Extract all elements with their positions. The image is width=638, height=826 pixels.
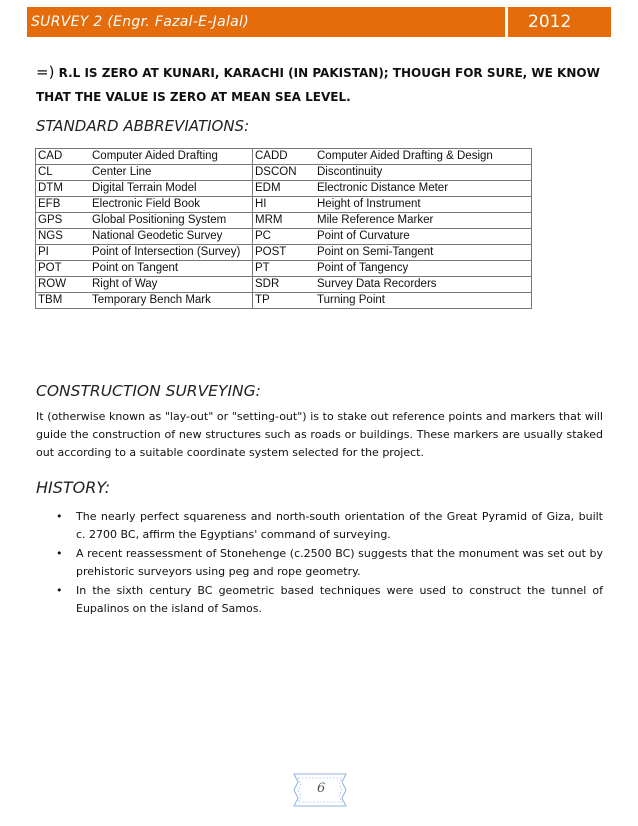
abbr-code: PT bbox=[255, 262, 270, 274]
table-row bbox=[36, 181, 532, 197]
page-header bbox=[27, 7, 611, 37]
right-entry bbox=[253, 261, 532, 277]
abbr-code: TBM bbox=[38, 294, 63, 306]
left-entry bbox=[36, 229, 253, 245]
table-row bbox=[36, 229, 532, 245]
abbr-code: EDM bbox=[255, 182, 281, 194]
abbr-description: Point of Curvature bbox=[317, 230, 410, 242]
right-entry bbox=[253, 197, 532, 213]
header-title: SURVEY 2 (Engr. Fazal-E-Jalal) bbox=[27, 7, 505, 37]
abbr-description: Point of Tangency bbox=[317, 262, 409, 274]
abbr-description: Temporary Bench Mark bbox=[92, 294, 211, 306]
abbr-description: Height of Instrument bbox=[317, 198, 421, 210]
abbr-description: Right of Way bbox=[92, 278, 158, 290]
history-item-text: The nearly perfect squareness and north-south orientation of the Great Pyramid of Giza, built c. 2700 BC, affirm the Egyptians' command of surveying. bbox=[76, 510, 603, 541]
history-item-text: In the sixth century BC geometric based techniques were used to construct the tunnel of Eupalinos on the island of Samos. bbox=[76, 584, 603, 615]
right-entry bbox=[253, 277, 532, 293]
abbr-description: Center Line bbox=[92, 166, 152, 178]
abbr-code: CADD bbox=[255, 150, 288, 162]
left-entry bbox=[36, 245, 253, 261]
history-heading: HISTORY: bbox=[36, 478, 111, 497]
abbr-code: CAD bbox=[38, 150, 63, 162]
abbr-code: NGS bbox=[38, 230, 63, 242]
left-entry bbox=[36, 197, 253, 213]
abbr-description: Turning Point bbox=[317, 294, 385, 306]
abbr-description: Digital Terrain Model bbox=[92, 182, 197, 194]
abbreviations-table bbox=[35, 148, 532, 309]
left-entry bbox=[36, 277, 253, 293]
page-number: 6 bbox=[317, 781, 326, 796]
table-row bbox=[36, 197, 532, 213]
page-number-badge bbox=[290, 772, 350, 808]
abbr-code: SDR bbox=[255, 278, 280, 290]
list-item bbox=[56, 508, 603, 544]
list-item bbox=[56, 582, 603, 618]
right-entry bbox=[253, 165, 532, 181]
abbreviations-heading: STANDARD ABBREVIATIONS: bbox=[36, 117, 250, 135]
abbr-code: EFB bbox=[38, 198, 61, 210]
bullet-icon: • bbox=[56, 584, 63, 597]
table-row bbox=[36, 149, 532, 165]
right-entry bbox=[253, 245, 532, 261]
right-entry bbox=[253, 181, 532, 197]
right-entry bbox=[253, 149, 532, 165]
abbr-code: PC bbox=[255, 230, 271, 242]
history-item-text: A recent reassessment of Stonehenge (c.2500 BC) suggests that the monument was set out by prehistoric surveyors using peg and rope geometry. bbox=[76, 547, 603, 578]
table-row bbox=[36, 293, 532, 309]
left-entry bbox=[36, 181, 253, 197]
table-row bbox=[36, 245, 532, 261]
abbr-description: Discontinuity bbox=[317, 166, 383, 178]
abbr-description: Point on Semi-Tangent bbox=[317, 246, 434, 258]
bullet-icon: • bbox=[56, 547, 63, 560]
abbr-description: Global Positioning System bbox=[92, 214, 227, 226]
list-item bbox=[56, 545, 603, 581]
arrow-symbol: =) bbox=[36, 63, 55, 81]
right-entry bbox=[253, 213, 532, 229]
abbr-description: National Geodetic Survey bbox=[92, 230, 223, 242]
table-row bbox=[36, 213, 532, 229]
abbr-description: Computer Aided Drafting & Design bbox=[317, 150, 493, 162]
intro-statement bbox=[36, 60, 606, 109]
abbr-code: POST bbox=[255, 246, 287, 258]
abbr-description: Computer Aided Drafting bbox=[92, 150, 218, 162]
left-entry bbox=[36, 293, 253, 309]
abbr-code: PI bbox=[38, 246, 49, 258]
abbr-code: POT bbox=[38, 262, 62, 274]
table-row bbox=[36, 261, 532, 277]
construction-paragraph: It (otherwise known as "lay-out" or "setting-out") is to stake out reference points and markers that will guide the construction of new structures such as roads or buildings. These markers are usually staked out according to a suitable coordinate system selected for the project. bbox=[36, 410, 603, 459]
history-list bbox=[56, 508, 603, 619]
right-entry bbox=[253, 293, 532, 309]
abbr-description: Electronic Distance Meter bbox=[317, 182, 449, 194]
table-row bbox=[36, 277, 532, 293]
abbr-description: Mile Reference Marker bbox=[317, 214, 434, 226]
left-entry bbox=[36, 149, 253, 165]
left-entry bbox=[36, 213, 253, 229]
abbr-code: CL bbox=[38, 166, 53, 178]
abbr-code: GPS bbox=[38, 214, 63, 226]
abbr-code: MRM bbox=[255, 214, 283, 226]
abbr-description: Electronic Field Book bbox=[92, 198, 201, 210]
left-entry bbox=[36, 165, 253, 181]
header-year: 2012 bbox=[508, 7, 611, 37]
left-entry bbox=[36, 261, 253, 277]
abbr-code: HI bbox=[255, 198, 267, 210]
table-row bbox=[36, 165, 532, 181]
abbr-description: Point of Intersection (Survey) bbox=[92, 246, 241, 258]
right-entry bbox=[253, 229, 532, 245]
abbr-description: Survey Data Recorders bbox=[317, 278, 437, 290]
abbr-description: Point on Tangent bbox=[92, 262, 179, 274]
abbr-code: TP bbox=[255, 294, 270, 306]
abbr-code: DSCON bbox=[255, 166, 297, 178]
intro-text: R.L IS ZERO AT KUNARI, KARACHI (IN PAKISTAN); THOUGH FOR SURE, WE KNOW THAT THE VALUE IS ZERO AT MEAN SEA LEVEL. bbox=[36, 66, 600, 104]
construction-heading: CONSTRUCTION SURVEYING: bbox=[36, 382, 261, 400]
bullet-icon: • bbox=[56, 510, 63, 523]
abbr-code: ROW bbox=[38, 278, 67, 290]
abbr-code: DTM bbox=[38, 182, 63, 194]
